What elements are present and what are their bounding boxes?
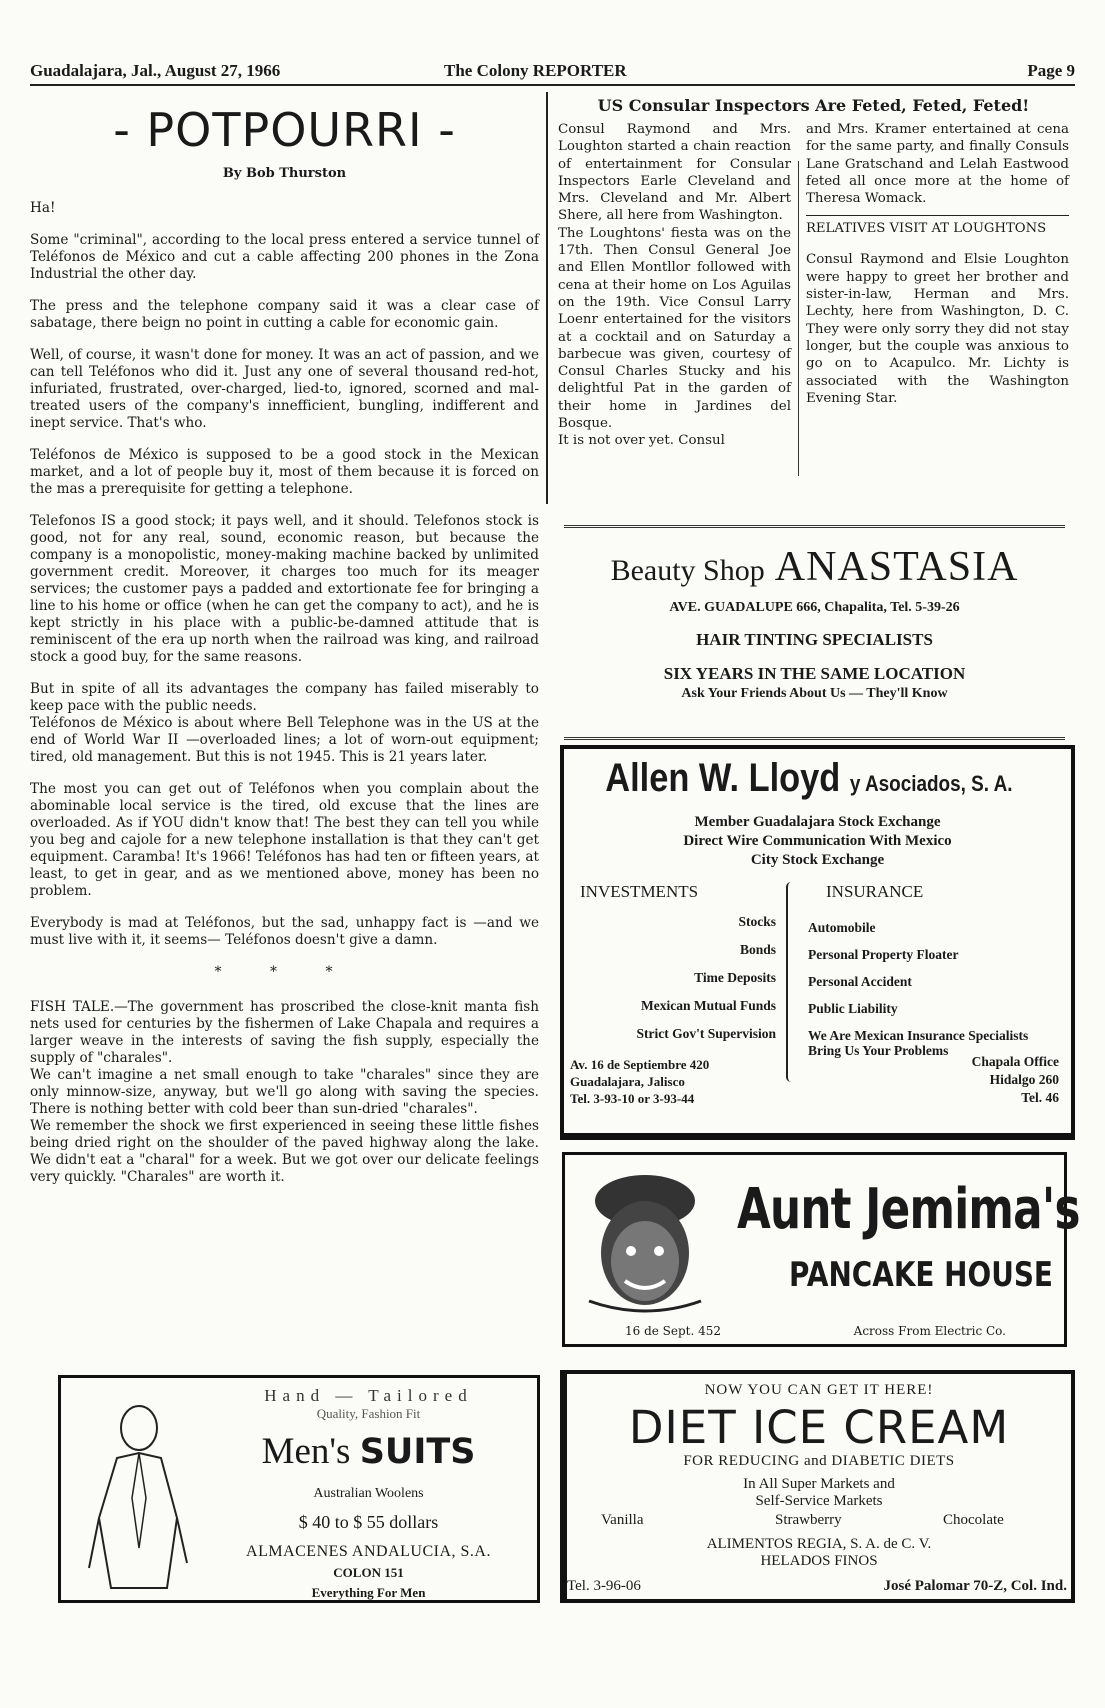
shop-address: AVE. GUADALUPE 666, Chapalita, Tel. 5-39-26 bbox=[669, 600, 960, 615]
shop-name bbox=[564, 544, 1065, 594]
ad-line: Australian Woolens bbox=[313, 1486, 424, 1501]
paragraph: Telefonos IS a good stock; it pays well, and it should. Telefonos stock is good, not for any real, sound, economic reason, but because the company is a monopolistic, money-making machine backed by unlimited government credit. Moreover, it charges too much for its meager services; the customer pays a padded and extortionate fee for bringing a line to his home or office (when he can get the company to act), and he is kept strictly in his place with a public-be-damned attitude that is reminiscent of the era up north when the railroad was king, and railroad stock a good buy, for the same reasons. bbox=[30, 513, 539, 665]
shop-name-small: Beauty Shop bbox=[610, 554, 765, 587]
telephone: Tel. 3-96-06 bbox=[567, 1578, 641, 1594]
list-item: Mexican Mutual Funds bbox=[640, 998, 776, 1013]
ad-line: FOR REDUCING and DIABETIC DIETS bbox=[683, 1453, 955, 1469]
diet-ice-cream-ad bbox=[560, 1370, 1075, 1603]
investments-title: INVESTMENTS bbox=[580, 882, 699, 901]
ad-line: Ask Your Friends About Us — They'll Know bbox=[681, 686, 948, 701]
ad-line: In All Super Markets and bbox=[743, 1476, 895, 1492]
page-number: Page 9 bbox=[1027, 61, 1075, 80]
newspaper-name: The Colony REPORTER bbox=[444, 61, 627, 80]
flavors bbox=[567, 1512, 1071, 1530]
insurance-title: INSURANCE bbox=[826, 882, 924, 901]
company-address: José Palomar 70-Z, Col. Ind. bbox=[883, 1578, 1067, 1594]
list-item: Automobile bbox=[808, 920, 876, 935]
paragraph: It is not over yet. Consul bbox=[558, 433, 725, 449]
lloyd-ad bbox=[560, 745, 1075, 1140]
paragraph: Ha! bbox=[30, 200, 56, 216]
paragraph: We can't imagine a net small enough to take "charales" since they are only minnow-size, anyway, but we'll go along with saving the species. There is nothing better with cold beer than sun-dried "charales". bbox=[30, 1067, 539, 1117]
article-column-1 bbox=[558, 121, 791, 450]
paragraph: Teléfonos de México is supposed to be a good stock in the Mexican market, and a lot of people buy it, most of them because it is forced on the mas a prerequisite for getting a telephone. bbox=[30, 447, 539, 497]
list-item: Time Deposits bbox=[694, 970, 776, 985]
paragraph: Consul Raymond and Elsie Loughton were happy to greet her brother and sister-in-law, Herman and Mrs. Lechty, here from Washington, D. C. They were only sorry they did not stay longer, but the couple was anxious to go on to Acapulco. Mr. Lichty is associated with the Washington Evening Star. bbox=[806, 252, 1069, 406]
list-item: Personal Accident bbox=[808, 974, 912, 989]
jemima-address: 16 de Sept. 452 bbox=[625, 1324, 722, 1338]
jemima-location: Across From Electric Co. bbox=[853, 1324, 1006, 1338]
paragraph: and Mrs. Kramer entertained at cena for the same party, and finally Consuls Lane Gratschand and Lelah Eastwood feted all once more at the home of Theresa Womack. bbox=[806, 122, 1069, 207]
flavor: Strawberry bbox=[775, 1512, 842, 1528]
insurance-list bbox=[808, 920, 1058, 1070]
brand-name: HELADOS FINOS bbox=[760, 1553, 878, 1569]
brace-divider bbox=[786, 882, 796, 1082]
potpourri-column bbox=[30, 95, 539, 1355]
list-item: Strict Gov't Supervision bbox=[636, 1026, 776, 1041]
address-line: Tel. 46 bbox=[1021, 1090, 1059, 1105]
paragraph: Well, of course, it wasn't done for money. It was an act of passion, and we can tell Teléfonos who did it. Just any one of several thousand red-hot, infuriated, frustrated, over-charged, lied-to, ignored, scorned and mal-treated users of the company's innefficient, bungling, indifferent and inept service. That's who. bbox=[30, 347, 539, 431]
membership-lines bbox=[576, 813, 1059, 870]
suits-text bbox=[201, 1386, 536, 1601]
byline: By Bob Thurston bbox=[222, 166, 347, 181]
jemima-title: Aunt Jemima's bbox=[737, 1177, 1080, 1242]
paragraph: But in spite of all its advantages the company has failed miserably to keep pace with the public needs. bbox=[30, 681, 539, 714]
mens-suits-ad bbox=[58, 1375, 540, 1603]
subheading: RELATIVES VISIT AT LOUGHTONS bbox=[806, 215, 1069, 237]
paragraph: We remember the shock we first experienced in seeing these little fishes being dried right on the shoulder of the paved highway along the lake. We didn't eat a "charal" for a week. But we got over our delicate feelings very quickly. "Charales" are worth it. bbox=[30, 1118, 539, 1185]
beauty-shop-ad bbox=[564, 525, 1065, 740]
column-divider bbox=[798, 161, 799, 476]
main-office-address bbox=[570, 1056, 709, 1107]
article-headline: US Consular Inspectors Are Feted, Feted, Feted! bbox=[597, 96, 1030, 115]
ad-line: NOW YOU CAN GET IT HERE! bbox=[704, 1382, 934, 1398]
suits-title bbox=[201, 1432, 536, 1472]
paragraph: The Loughtons' fiesta was on the 17th. Then Consul General Joe and Ellen Montllor followed with cena at their home on Los Aguilas on the 19th. Vice Consul Larry Loenr entertained for the visitors at a cocktail and on Saturday a barbecue was given, courtesy of Consul Charles Stucky and his delightful Pat in the garden of their home in Jardines del Bosque. bbox=[558, 225, 791, 432]
price: $ 40 to $ 55 dollars bbox=[298, 1512, 439, 1532]
aunt-jemima-ad bbox=[562, 1152, 1080, 1347]
address-line: Hidalgo 260 bbox=[989, 1072, 1059, 1087]
ad-line: Hand — Tailored bbox=[264, 1386, 473, 1405]
flavor: Chocolate bbox=[943, 1512, 1004, 1528]
list-item: Public Liability bbox=[808, 1001, 898, 1016]
title-part: Men's bbox=[261, 1431, 351, 1472]
address-line: Guadalajara, Jalisco bbox=[570, 1074, 685, 1089]
ad-line: Member Guadalajara Stock Exchange bbox=[694, 814, 941, 830]
company-name: ALIMENTOS REGIA, S. A. de C. V. bbox=[706, 1536, 932, 1552]
ad-line: City Stock Exchange bbox=[750, 852, 885, 868]
paragraph: Everybody is mad at Teléfonos, but the sad, unhappy fact is —and we must live with it, it seems— Teléfonos doesn't give a damn. bbox=[30, 915, 539, 948]
article-column-2 bbox=[806, 121, 1069, 407]
title-part: SUITS bbox=[359, 1432, 476, 1472]
icecream-title: DIET ICE CREAM bbox=[628, 1401, 1010, 1454]
ad-line: Quality, Fashion Fit bbox=[316, 1406, 421, 1421]
man-in-suit-illustration-icon bbox=[77, 1398, 207, 1598]
paragraph: Some "criminal", according to the local press entered a service tunnel of Teléfonos de México and cut a cable affecting 200 phones in the Zona Industrial the other day. bbox=[30, 232, 539, 282]
column-title: - POTPOURRI - bbox=[113, 103, 456, 157]
ad-line: SIX YEARS IN THE SAME LOCATION bbox=[663, 664, 966, 683]
list-item: Stocks bbox=[738, 914, 776, 929]
paragraph: Consul Raymond and Mrs. Loughton started a chain reaction of entertainment for Consular Inspectors Earle Cleveland and Mrs. Cleveland and Mr. Albert Shere, all here from Washington. bbox=[558, 122, 791, 224]
ad-line: HAIR TINTING SPECIALISTS bbox=[696, 630, 933, 649]
ad-line: Direct Wire Communication With Mexico bbox=[683, 833, 952, 849]
address-line: Av. 16 de Septiembre 420 bbox=[570, 1057, 710, 1072]
paragraph: The most you can get out of Teléfonos when you complain about the abominable local service is the tired, old excuse that the lines are overloaded. As if YOU didn't know that! The best they can tell you while you beg and cajole for a new telephone installation is that they can't get equipment. Caramba! It's 1966! Teléfonos has had ten or fifteen years, at least, to get in gear, and as we mentioned above, money has been no problem. bbox=[30, 781, 539, 899]
investments-list bbox=[606, 914, 776, 1054]
section-separator: * * * bbox=[214, 964, 355, 980]
address-line: Tel. 3-93-10 or 3-93-44 bbox=[570, 1091, 695, 1106]
aunt-jemima-portrait-icon bbox=[579, 1171, 709, 1316]
shop-name-big: ANASTASIA bbox=[774, 544, 1019, 590]
tagline: Everything For Men bbox=[311, 1585, 426, 1600]
chapala-office-address bbox=[972, 1053, 1059, 1107]
list-item: We Are Mexican Insurance Specialists Bring Us Your Problems bbox=[808, 1028, 1029, 1058]
list-item: Bonds bbox=[739, 942, 776, 957]
column-divider bbox=[546, 92, 548, 504]
paragraph: Teléfonos de México is about where Bell Telephone was in the US at the end of World War II —overloaded lines; a lot of worn-out equipment; tired, old management. But this is not 1945. This is 21 years later. bbox=[30, 715, 539, 765]
paragraph: The press and the telephone company said it was a clear case of sabatage, there beign no point in cutting a cable for economic gain. bbox=[30, 298, 539, 331]
company-name: ALMACENES ANDALUCIA, S.A. bbox=[246, 1543, 491, 1560]
brand-main: Allen W. Lloyd bbox=[605, 756, 841, 800]
list-item: Personal Property Floater bbox=[808, 947, 959, 962]
jemima-subtitle: PANCAKE HOUSE bbox=[789, 1255, 1053, 1295]
paragraph: FISH TALE.—The government has proscribed the close-knit manta fish nets used for centuries by the fishermen of Lake Chapala and requires a larger weave in the interests of saving the fish supply, especially the supply of "charales". bbox=[30, 999, 539, 1066]
consular-article bbox=[552, 95, 1075, 511]
company-address: COLON 151 bbox=[333, 1565, 404, 1580]
masthead bbox=[30, 58, 1075, 86]
dateline: Guadalajara, Jal., August 27, 1966 bbox=[30, 61, 281, 80]
ad-line: Self-Service Markets bbox=[755, 1493, 883, 1509]
brand-suffix: y Asociados, S. A. bbox=[849, 771, 1013, 796]
flavor: Vanilla bbox=[601, 1512, 644, 1528]
address-line: Chapala Office bbox=[971, 1054, 1059, 1069]
brand-name bbox=[576, 755, 1013, 807]
